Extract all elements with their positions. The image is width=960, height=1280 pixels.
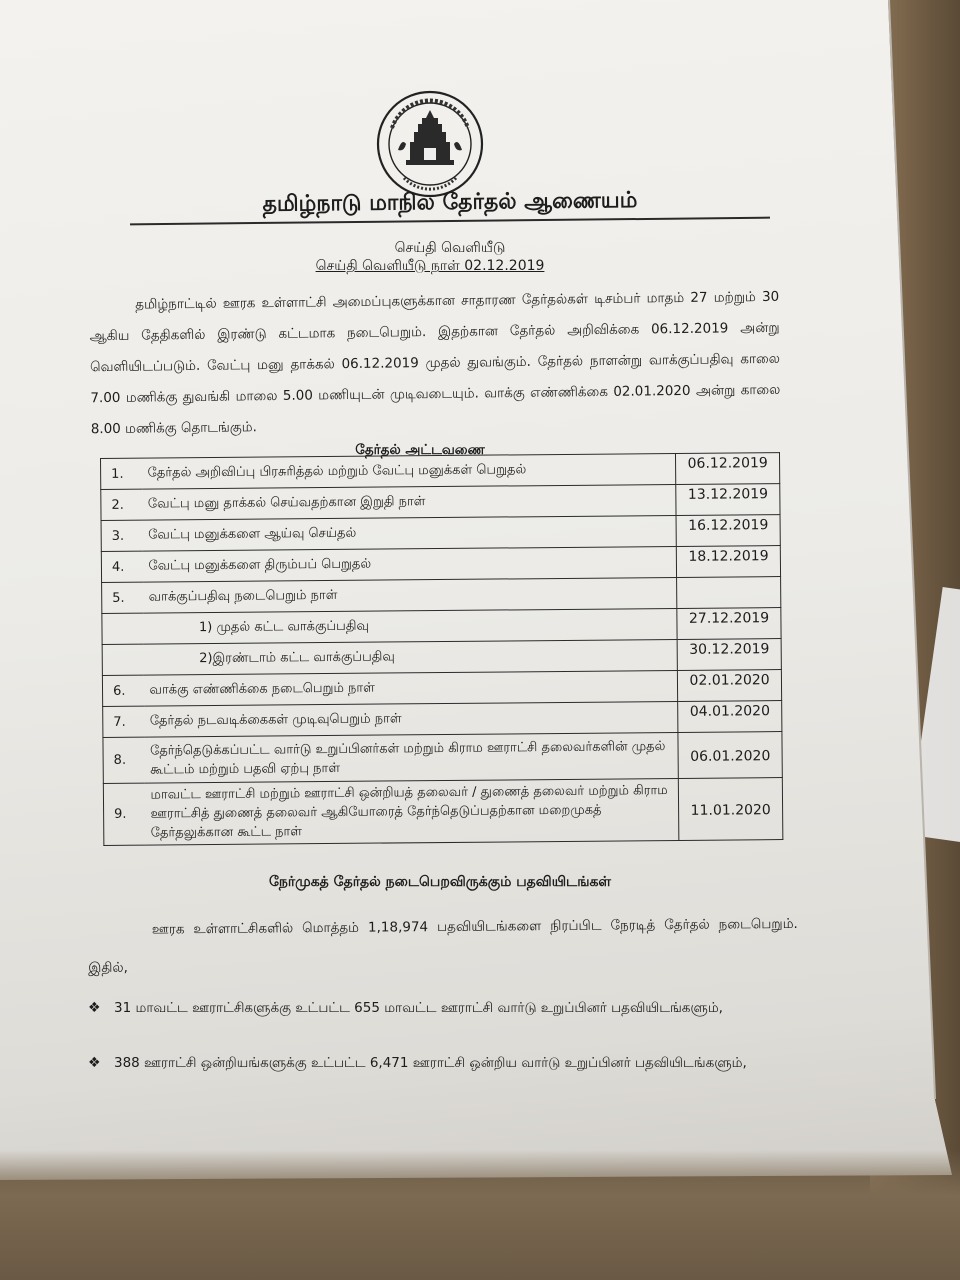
row-event: தேர்தல் அறிவிப்பு பிரசுரித்தல் மற்றும் வேட்பு மனுக்கள் பெறுதல் xyxy=(142,453,677,489)
organization-title: தமிழ்நாடு மாநில தேர்தல் ஆணையம் xyxy=(262,188,638,217)
row-date: 06.01.2020 xyxy=(678,732,782,779)
row-number: 1. xyxy=(101,458,142,489)
row-number: 8. xyxy=(103,737,144,783)
diamond-bullet-icon: ❖ xyxy=(88,1000,101,1016)
intro-paragraph: தமிழ்நாட்டில் ஊரக உள்ளாட்சி அமைப்புகளுக்கான சாதாரண தேர்தல்கள் டிசம்பர் மாதம் 27 மற்றும் 30 ஆகிய தேதிகளில் இரண்டு கட்டமாக நடைபெறும். இதற்கான தேர்தல் அறிவிக்கை 06.12.2019 அன்று வெளியிடப்படும். வேட்பு மனு தாக்கல் 06.12.2019 முதல் துவங்கும். தேர்தல் நாளன்று வாக்குப்பதிவு காலை 7.00 மணிக்கு துவங்கி மாலை 5.00 மணியுடன் முடிவடையும். வாக்கு எண்ணிக்கை 02.01.2020 அன்று காலை 8.00 மணிக்கு தொடங்கும். xyxy=(89,288,781,438)
direct-election-section-title: நேர்முகத் தேர்தல் நடைபெறவிருக்கும் பதவியிடங்கள் xyxy=(268,874,612,890)
row-event: வேட்பு மனுக்களை திரும்பப் பெறுதல் xyxy=(142,546,677,582)
row-number: 6. xyxy=(102,675,143,706)
row-date: 11.01.2020 xyxy=(679,778,783,841)
list-item xyxy=(88,1055,808,1073)
row-number: 4. xyxy=(101,551,142,582)
row-number xyxy=(102,644,143,675)
row-event: வேட்பு மனுக்களை ஆய்வு செய்தல் xyxy=(142,515,677,551)
table-surface-below-page xyxy=(0,1150,960,1280)
election-schedule-table xyxy=(100,452,783,846)
table-row xyxy=(103,778,783,846)
row-number xyxy=(102,613,143,644)
row-number: 7. xyxy=(103,706,144,737)
table-row xyxy=(103,732,782,784)
row-date: 16.12.2019 xyxy=(676,515,780,547)
row-event: தேர்ந்தெடுக்கப்பட்ட வார்டு உறுப்பினர்கள் மற்றும் கிராம ஊராட்சி தலைவர்களின் முதல் கூட்டம் மற்றும் பதவி ஏற்பு நாள் xyxy=(144,732,679,783)
row-date: 04.01.2020 xyxy=(678,701,782,733)
bullet-text: 388 ஊராட்சி ஒன்றியங்களுக்கு உட்பட்ட 6,471 ஊராட்சி ஒன்றிய வார்டு உறுப்பினர் பதவியிடங்களும், xyxy=(114,1055,747,1071)
row-number: 9. xyxy=(103,783,145,845)
row-date: 27.12.2019 xyxy=(677,608,781,640)
diamond-bullet-icon: ❖ xyxy=(88,1055,101,1071)
schedule-title: தேர்தல் அட்டவணை xyxy=(355,442,485,458)
row-event: வாக்கு எண்ணிக்கை நடைபெறும் நாள் xyxy=(143,670,678,706)
row-date: 06.12.2019 xyxy=(676,453,780,485)
press-release-label: செய்தி வெளியீடு xyxy=(394,240,506,256)
row-event: வாக்குப்பதிவு நடைபெறும் நாள் xyxy=(143,577,678,613)
row-event: 2)இரண்டாம் கட்ட வாக்குப்பதிவு xyxy=(143,639,678,675)
row-event: 1) முதல் கட்ட வாக்குப்பதிவு xyxy=(143,608,678,644)
row-event: மாவட்ட ஊராட்சி மற்றும் ஊராட்சி ஒன்றியத் தலைவர் / துணைத் தலைவர் மற்றும் கிராம ஊராட்சித் துணைத் தலைவர் ஆகியோரைத் தேர்ந்தெடுப்பதற்கான மறைமுகத் தேர்தலுக்கான கூட்ட நாள் xyxy=(144,778,679,845)
row-event: வேட்பு மனு தாக்கல் செய்வதற்கான இறுதி நாள் xyxy=(142,484,677,520)
row-date: 13.12.2019 xyxy=(676,484,780,516)
direct-election-paragraph: ஊரக உள்ளாட்சிகளில் மொத்தம் 1,18,974 பதவியிடங்களை நிரப்பிட நேரடித் தேர்தல் நடைபெறும். இதில், xyxy=(88,915,798,977)
row-date: 02.01.2020 xyxy=(678,670,782,702)
row-date xyxy=(677,577,781,609)
tamil-nadu-emblem-seal xyxy=(374,88,486,200)
row-date: 30.12.2019 xyxy=(677,639,781,671)
row-number: 2. xyxy=(101,489,142,520)
press-release-date: செய்தி வெளியீடு நாள் 02.12.2019 xyxy=(315,258,545,274)
row-date: 18.12.2019 xyxy=(677,546,781,578)
row-number: 5. xyxy=(102,582,143,613)
row-event: தேர்தல் நடவடிக்கைகள் முடிவுபெறும் நாள் xyxy=(144,701,679,737)
list-item xyxy=(88,1000,808,1018)
bullet-text: 31 மாவட்ட ஊராட்சிகளுக்கு உட்பட்ட 655 மாவட்ட ஊராட்சி வார்டு உறுப்பினர் பதவியிடங்களும், xyxy=(114,1000,723,1016)
row-number: 3. xyxy=(101,520,142,551)
